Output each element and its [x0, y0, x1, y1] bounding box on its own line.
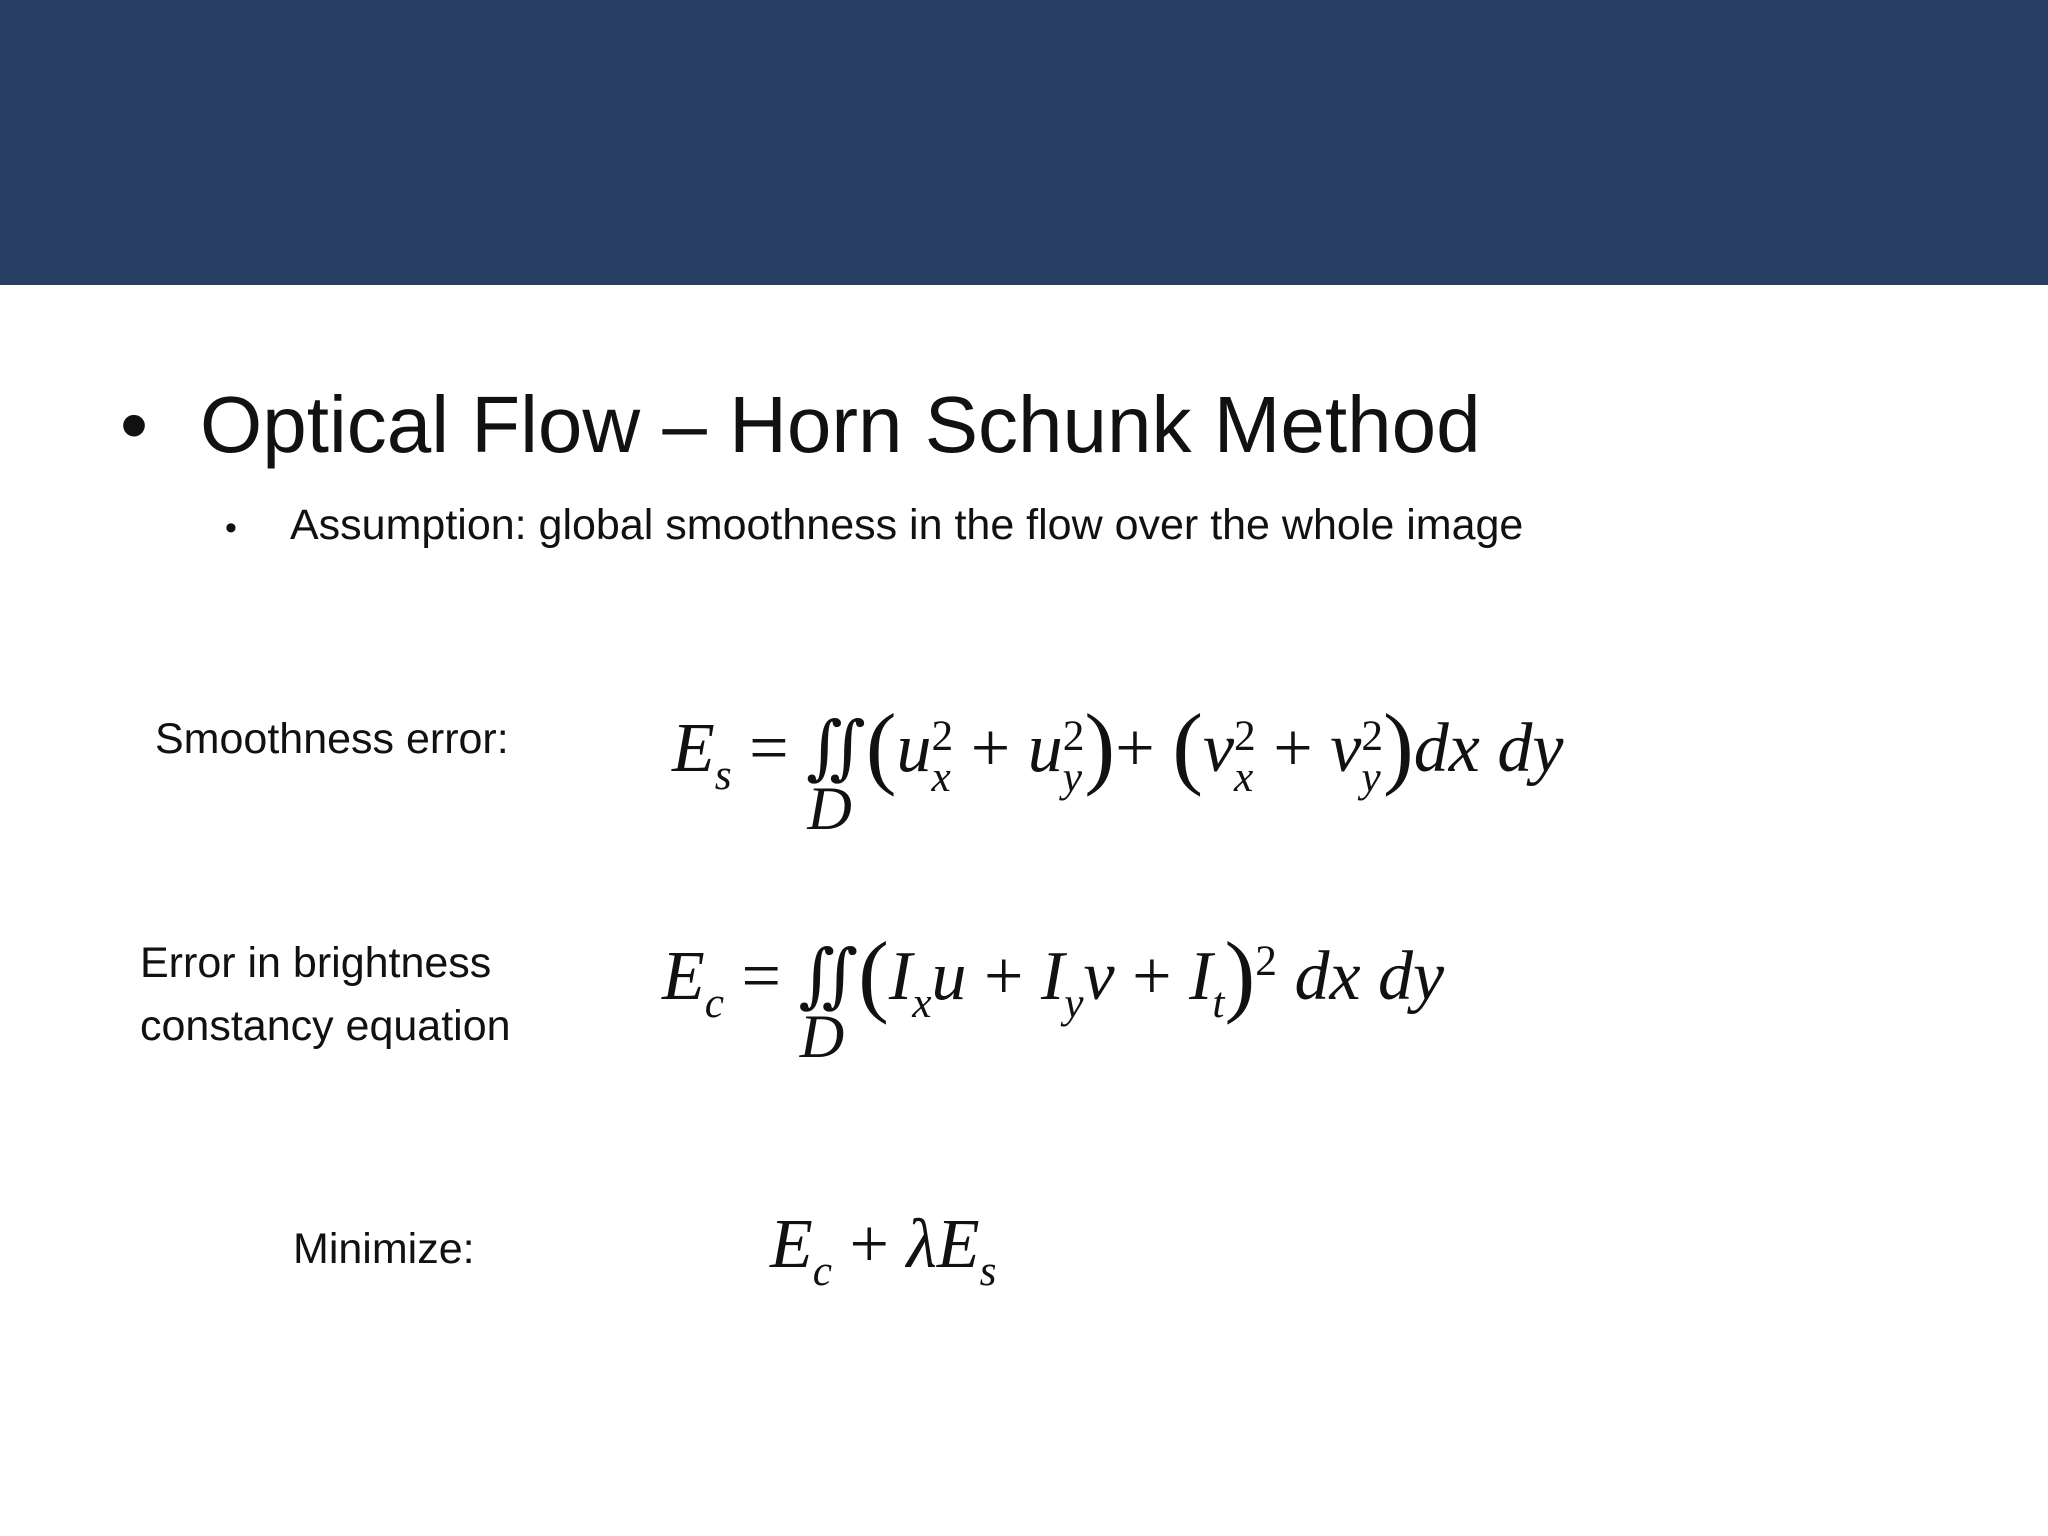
smoothness-error-formula: $E_s$ = ∬ D (u 2 x + u 2 y )+ (v 2 x + v 2 y )dx dy [672, 690, 1563, 807]
main-bullet [120, 370, 1481, 480]
minimize-label: Minimize: [293, 1225, 475, 1273]
double-integral: ∬ D [806, 699, 866, 799]
header-band [0, 0, 2048, 285]
brightness-error-formula: $E_c$ = ∬ D $(I_xu + I_yv + I_t)^2$ dx dy [662, 918, 1444, 1035]
double-integral: ∬ D [799, 927, 859, 1027]
sub-bullet-text: Assumption: global smoothness in the flow over the whole image [290, 501, 1524, 549]
sub-bullet [225, 495, 1523, 558]
brightness-error-label: Error in brightness constancy equation [140, 939, 511, 1050]
main-bullet-text: Optical Flow – Horn Schunk Method [200, 380, 1481, 469]
bullet-icon: • [120, 380, 149, 469]
integration-domain: D [799, 1003, 845, 1072]
integration-domain: D [807, 775, 852, 844]
smoothness-error-label: Smoothness error: [155, 715, 509, 763]
minimize-formula: $E_c + \lambda E_s$ [770, 1206, 997, 1296]
bullet-icon: • [225, 509, 237, 547]
